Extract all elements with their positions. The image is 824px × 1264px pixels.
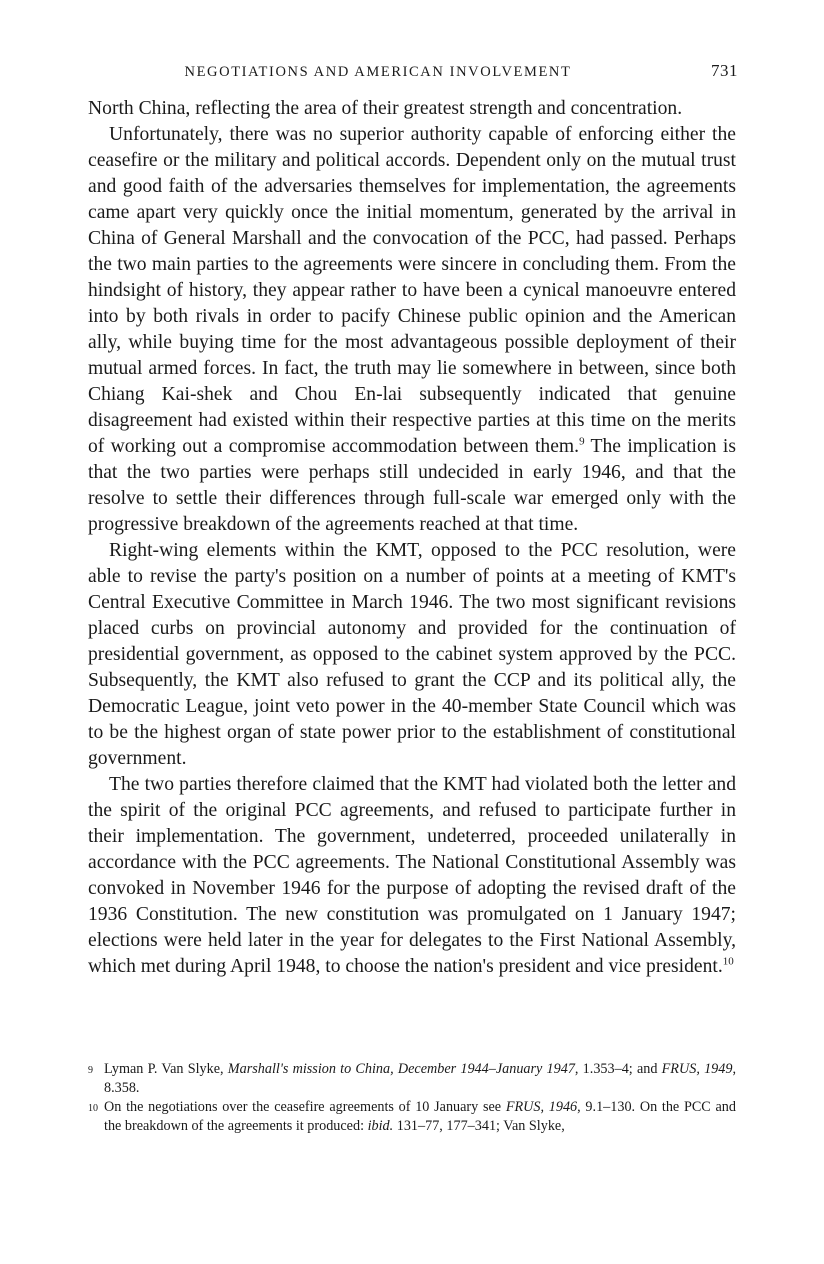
footnote-citation-title: FRUS, 1946: [505, 1099, 578, 1115]
page-number: 731: [711, 61, 738, 80]
paragraph-text: The implication is that the two parties were perhaps still undecided in early 1946, and that the resolve to settle their differences through full-scale war emerged only with the progressive breakdown of the agreements reached at that time.: [88, 436, 736, 535]
footnote-text: On the negotiations over the ceasefire agreements of 10 January see: [104, 1099, 506, 1115]
footnote-number: 9: [88, 1065, 93, 1076]
running-head-title: NEGOTIATIONS AND AMERICAN INVOLVEMENT: [184, 64, 572, 80]
footnote: [88, 1060, 736, 1098]
footnote-citation-title: Marshall's mission to China, December 1944–January 1947: [227, 1061, 575, 1077]
paragraph-text: The two parties therefore claimed that the KMT had violated both the letter and the spirit of the original PCC agreements, and refused to participate further in their implementation. The government, undeterred, proceeded unilaterally in accordance with the PCC agreements. The National Constitutional Assembly was convoked in November 1946 for the purpose of adopting the revised draft of the 1936 Constitution. The new constitution was promulgated on 1 January 1947; elections were held later in the year for delegates to the First National Assembly, which met during April 1948, to choose the nation's president and vice president.: [88, 774, 736, 977]
footnote-text: Lyman P. Van Slyke,: [104, 1061, 228, 1077]
footnote-reference[interactable]: 10: [722, 955, 734, 968]
footnote-text: , 9.1–130. On the PCC and the breakdown of the agreements it produced:: [104, 1099, 736, 1134]
footnote-text: 131–77, 177–341; Van Slyke,: [393, 1118, 565, 1134]
footnote: [88, 1098, 736, 1136]
running-head: [88, 60, 738, 86]
footnote-reference[interactable]: 9: [579, 435, 585, 448]
paragraph-text: Unfortunately, there was no superior authority capable of enforcing either the ceasefire or the military and political accords. Dependent only on the mutual trust and good faith of the adversaries themselves for implementation, the agreements came apart very quickly once the initial momentum, generated by the arrival in China of General Marshall and the convocation of the PCC, had passed. Perhaps the two main parties to the agreements were sincere in concluding them. From the hindsight of history, they appear rather to have been a cynical manoeuvre entered into by both rivals in order to pacify Chinese public opinion and the American ally, while buying time for the most advantageous possible deployment of their mutual armed forces. In fact, the truth may lie somewhere in between, since both Chiang Kai-shek and Chou En-lai subsequently indicated that genuine disagreement had existed within their respective parties at this time on the merits of working out a compromise accommodation between them.: [88, 124, 736, 457]
paragraph: [88, 122, 736, 538]
paragraph: North China, reflecting the area of their greatest strength and concentration.: [88, 98, 683, 119]
footnotes: [88, 1060, 736, 1136]
footnote-text: , 8.358.: [104, 1061, 736, 1096]
footnote-number: 10: [88, 1103, 98, 1114]
footnote-text: , 1.353–4; and: [574, 1061, 662, 1077]
footnote-citation-title: FRUS, 1949: [661, 1061, 733, 1077]
paragraph: Right-wing elements within the KMT, opposed to the PCC resolution, were able to revise the party's position on a number of points at a meeting of KMT's Central Executive Committee in March 1946. The two most significant revisions placed curbs on provincial autonomy and provided for the continuation of presidential government, as opposed to the cabinet system approved by the PCC. Subsequently, the KMT also refused to grant the CCP and its political ally, the Democratic League, joint veto power in the 40-member State Council which was to be the highest organ of state power prior to the establishment of constitutional government.: [88, 540, 736, 769]
body-text: [88, 96, 736, 980]
paragraph: [88, 772, 736, 980]
footnote-citation-title: ibid.: [367, 1118, 394, 1134]
